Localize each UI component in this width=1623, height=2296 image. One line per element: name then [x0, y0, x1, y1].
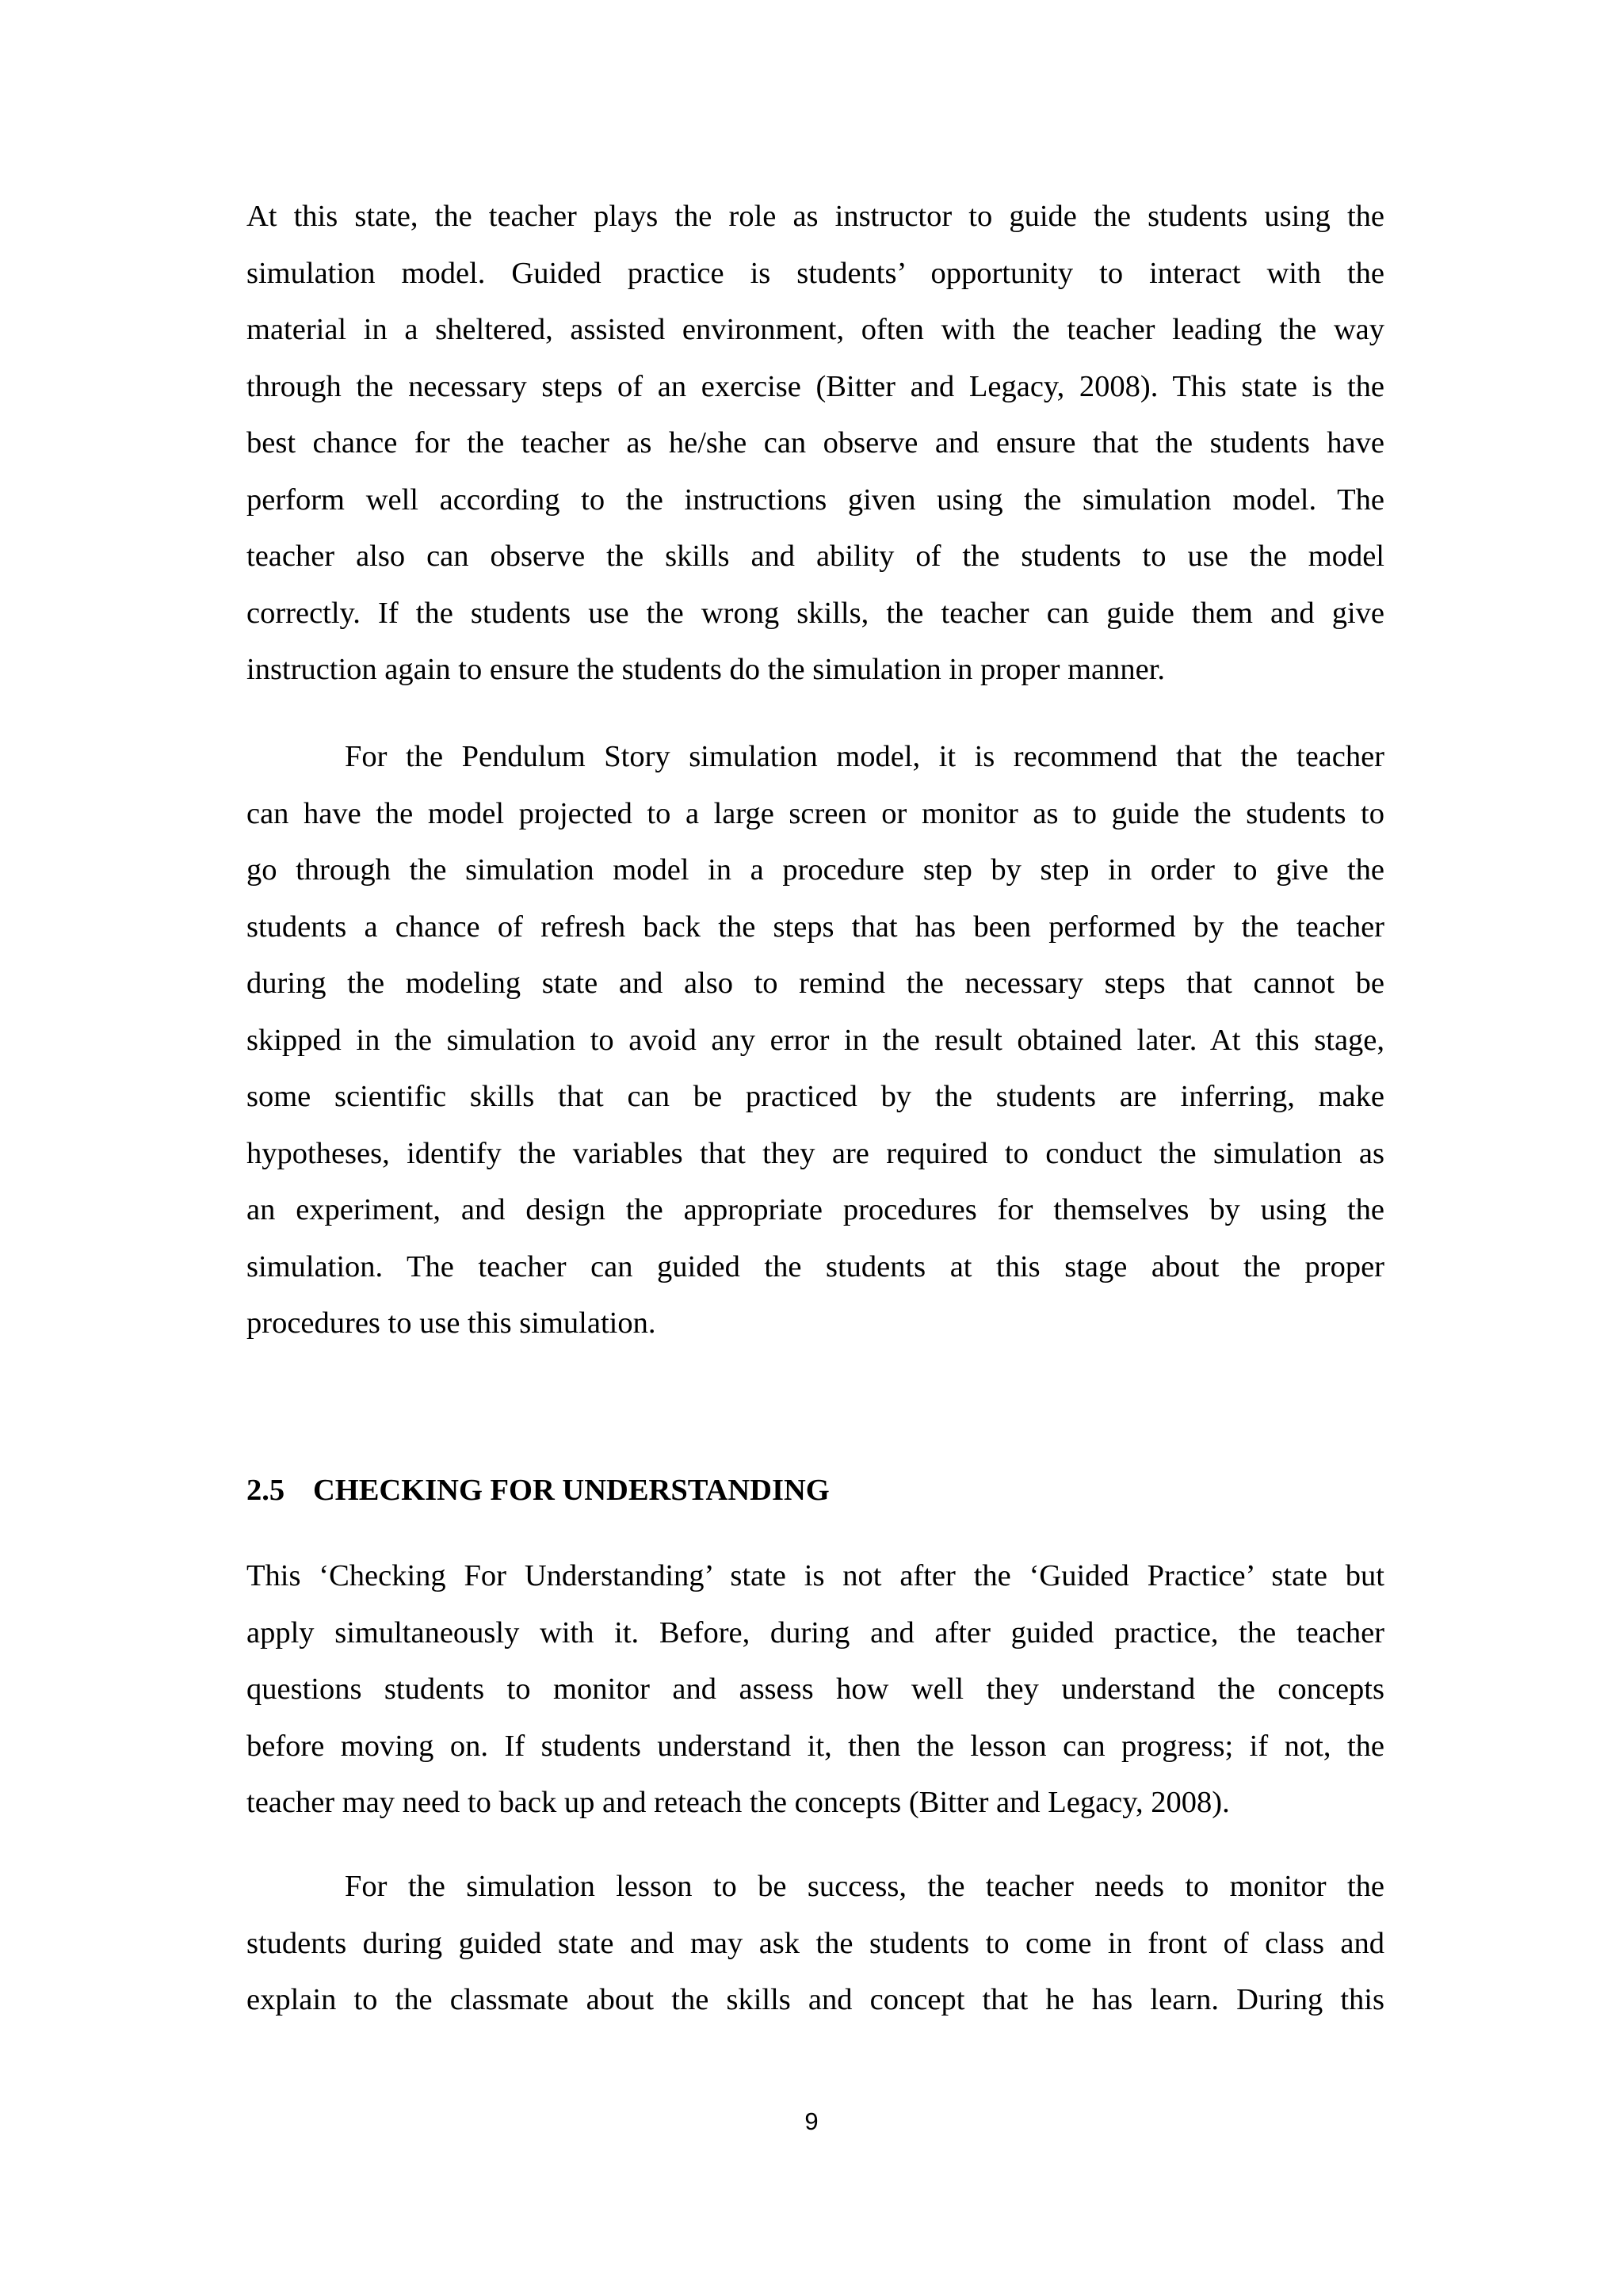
paragraph-line: simulation. The teacher can guided the students at this stage about the proper	[246, 1249, 1384, 1283]
paragraph-line: perform well according to the instructions given using the simulation model. The	[246, 482, 1384, 517]
paragraph-guided-practice	[246, 189, 1384, 699]
paragraph-line: questions students to monitor and assess how well they understand the concepts	[246, 1672, 1384, 1706]
paragraph-line-indented: For the simulation lesson to be success, the teacher needs to monitor the	[345, 1870, 1384, 1903]
paragraph-line: an experiment, and design the appropriate procedures for themselves by using the	[246, 1193, 1384, 1226]
paragraph-line: students a chance of refresh back the steps that has been performed by the teacher	[246, 910, 1384, 944]
section-title: CHECKING FOR UNDERSTANDING	[313, 1474, 830, 1507]
section-number: 2.5	[246, 1474, 285, 1507]
paragraph-line: can have the model projected to a large screen or monitor as to guide the students to	[246, 796, 1384, 830]
paragraph-line: instruction again to ensure the students do the simulation in proper manner.	[246, 653, 1166, 686]
paragraph-checking-understanding	[246, 1548, 1384, 1832]
paragraph-pendulum-story	[246, 729, 1384, 1352]
paragraph-line: At this state, the teacher plays the role as instructor to guide the students using the	[246, 200, 1384, 233]
paragraph-line: teacher may need to back up and reteach the concepts (Bitter and Legacy, 2008).	[246, 1786, 1230, 1819]
paragraph-line: skipped in the simulation to avoid any error in the result obtained later. At this stage,	[246, 1023, 1384, 1057]
paragraph-line: hypotheses, identify the variables that they are required to conduct the simulation as	[246, 1136, 1384, 1170]
paragraph-line: teacher also can observe the skills and ability of the students to use the model	[246, 540, 1384, 573]
paragraph-line: through the necessary steps of an exercise (Bitter and Legacy, 2008). This state is the	[246, 369, 1384, 403]
paragraph-line: some scientific skills that can be practiced by the students are inferring, make	[246, 1080, 1384, 1113]
paragraph-line: before moving on. If students understand it, then the lesson can progress; if not, the	[246, 1729, 1384, 1763]
paragraph-line: procedures to use this simulation.	[246, 1306, 656, 1340]
paragraph-line: students during guided state and may ask the students to come in front of class and	[246, 1926, 1384, 1960]
paragraph-line-indented: For the Pendulum Story simulation model, it is recommend that the teacher	[345, 740, 1384, 773]
paragraph-line: simulation model. Guided practice is students’ opportunity to interact with the	[246, 256, 1384, 290]
paragraph-line: go through the simulation model in a procedure step by step in order to give the	[246, 853, 1384, 887]
page-number: 9	[804, 2107, 819, 2135]
paragraph-line: This ‘Checking For Understanding’ state is not after the ‘Guided Practice’ state but	[246, 1559, 1384, 1592]
paragraph-line: material in a sheltered, assisted environment, often with the teacher leading the way	[246, 313, 1384, 346]
paragraph-line: correctly. If the students use the wrong skills, the teacher can guide them and give	[246, 596, 1384, 630]
section-heading	[246, 1463, 830, 1520]
paragraph-line: best chance for the teacher as he/she can observe and ensure that the students have	[246, 426, 1384, 460]
paragraph-line: during the modeling state and also to remind the necessary steps that cannot be	[246, 967, 1384, 1000]
paragraph-line: explain to the classmate about the skills and concept that he has learn. During this	[246, 1983, 1384, 2016]
paragraph-line: apply simultaneously with it. Before, during and after guided practice, the teacher	[246, 1615, 1384, 1650]
paragraph-simulation-lesson	[246, 1859, 1384, 2029]
